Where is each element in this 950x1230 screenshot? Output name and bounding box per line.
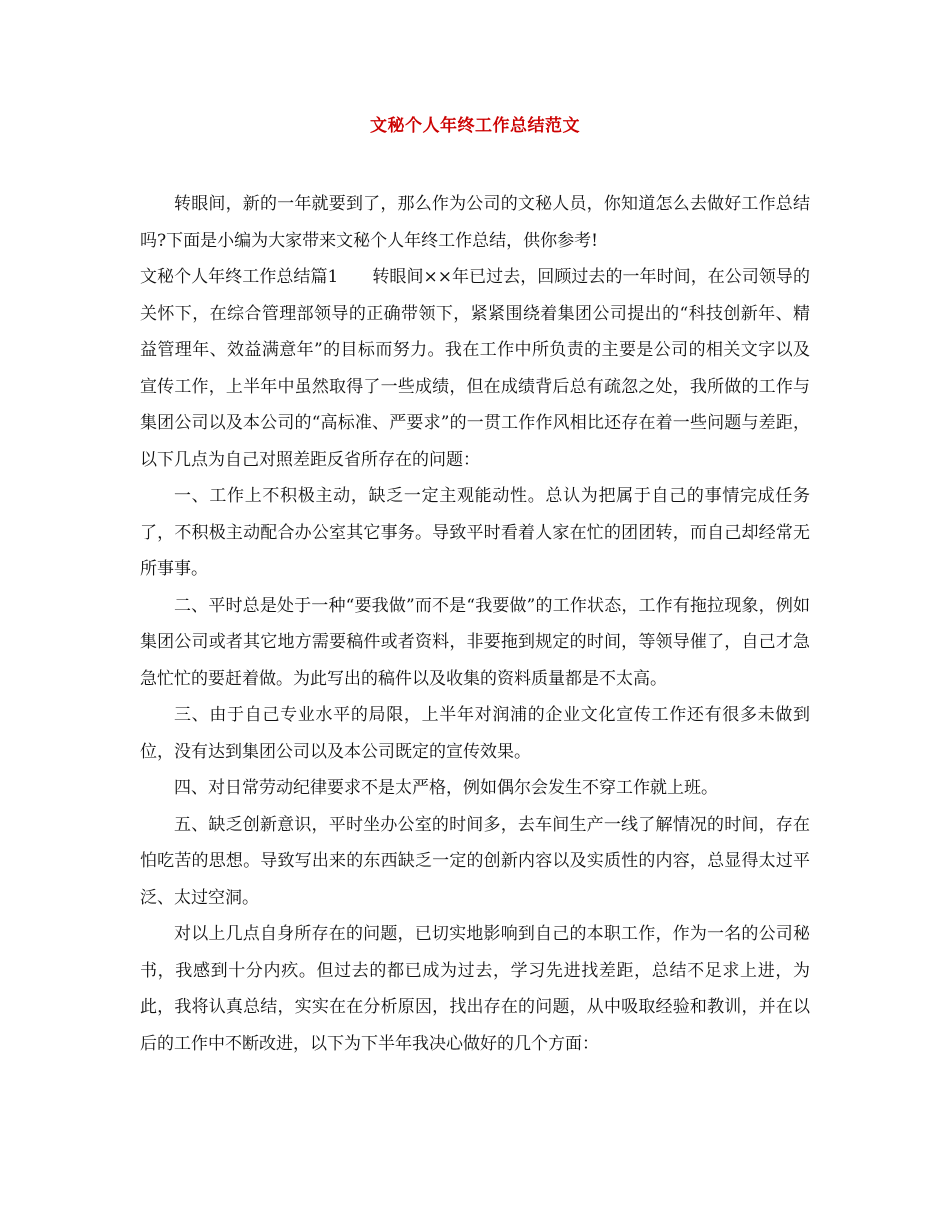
section-paragraph <box>140 259 810 478</box>
intro-paragraph: 转眼间，新的一年就要到了，那么作为公司的文秘人员，你知道怎么去做好工作总结吗?下面是小编为大家带来文秘个人年终工作总结，供你参考! <box>140 194 810 251</box>
body-paragraph-2: 二、平时总是处于一种“要我做”而不是“我要做”的工作状态，工作有拖拉现象，例如集团公司或者其它地方需要稿件或者资料，非要拖到规定的时间，等领导催了，自己才急急忙忙的要赶着做。为此写出的稿件以及收集的资料质量都是不太高。 <box>140 595 810 689</box>
body-paragraph-5: 五、缺乏创新意识，平时坐办公室的时间多，去车间生产一线了解情况的时间，存在怕吃苦的思想。导致写出来的东西缺乏一定的创新内容以及实质性的内容，总显得太过平泛、太过空洞。 <box>140 814 810 908</box>
document-page <box>140 112 810 1062</box>
document-body <box>140 186 810 1062</box>
document-title: 文秘个人年终工作总结范文 <box>370 116 580 136</box>
section-lead-text: 转眼间××年已过去，回顾过去的一年时间，在公司领导的关怀下，在综合管理部领导的正确带领下，紧紧围绕着集团公司提出的“科技创新年、精益管理年、效益满意年”的目标而努力。我在工作中所负责的主要是公司的相关文字以及宣传工作，上半年中虽然取得了一些成绩，但在成绩背后总有疏忽之处，我所做的工作与集团公司以及本公司的“高标准、严要求”的一贯工作作风相比还存在着一些问题与差距，以下几点为自己对照差距反省所存在的问题： <box>140 267 810 470</box>
body-paragraph-4: 四、对日常劳动纪律要求不是太严格，例如偶尔会发生不穿工作就上班。 <box>174 778 718 798</box>
body-paragraph-1: 一、工作上不积极主动，缺乏一定主观能动性。总认为把属于自己的事情完成任务了，不积极主动配合办公室其它事务。导致平时看着人家在忙的团团转，而自己却经常无所事事。 <box>140 486 810 579</box>
section-heading: 文秘个人年终工作总结篇1 <box>140 267 339 287</box>
body-paragraph-3: 三、由于自己专业水平的局限，上半年对润浦的企业文化宣传工作还有很多未做到位，没有达到集团公司以及本公司既定的宣传效果。 <box>140 705 810 762</box>
body-paragraph-6: 对以上几点自身所存在的问题，已切实地影响到自己的本职工作，作为一名的公司秘书，我感到十分内疚。但过去的都已成为过去，学习先进找差距，总结不足求上进，为此，我将认真总结，实实在在分析原因，找出存在的问题，从中吸取经验和教训，并在以后的工作中不断改进，以下为下半年我决心做好的几个方面： <box>140 924 810 1054</box>
